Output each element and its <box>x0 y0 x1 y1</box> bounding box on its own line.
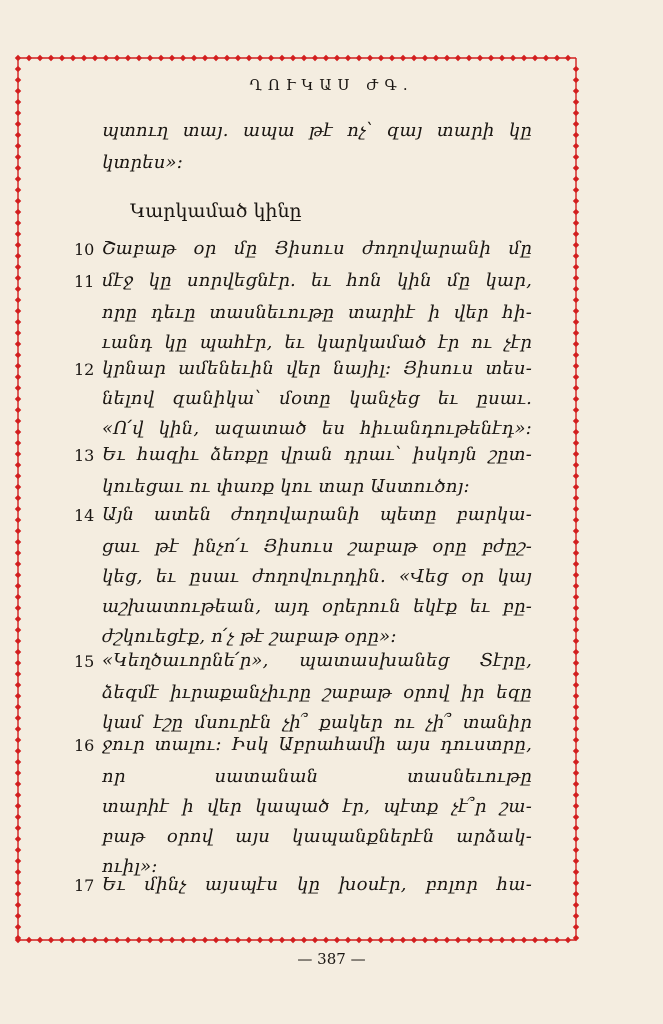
verse-line: կամ էշը մսուրէն չի՞ քակեր ու չի՞ տանիր <box>102 712 532 733</box>
verse-line: կեց, եւ ըսաւ ժողովուրդին. «Վեց օր կայ <box>102 566 532 587</box>
verse-number: 14 <box>74 506 95 525</box>
intro-line: պտուղ տայ. ապա թէ ոչ՝ զայ տարի կը <box>102 120 532 141</box>
verse-line: նելով զանիկա՝ մօտը կանչեց եւ ըսաւ. <box>102 388 532 409</box>
verse-line: կրնար ամենեւին վեր նայիլ։ Յիսուս տես- <box>102 358 532 379</box>
verse-line: Այն ատեն ժողովարանի պետը բարկա- <box>102 504 532 525</box>
verse-line: ժշկուեցէք, ո՛չ թէ շաբաթ օրը»։ <box>102 626 397 647</box>
verse-line: տարիէ ի վեր կապած էր, պէտք չէ՞ր շա- <box>102 796 532 817</box>
verse-line: աշխատութեան, այդ օրերուն եկէք եւ բը- <box>102 596 532 617</box>
page-number: — 387 — <box>297 950 366 968</box>
verse-number: 15 <box>74 652 95 671</box>
verse-number: 13 <box>74 446 95 465</box>
verse-line: Եւ մինչ այսպէս կը խօսէր, բոլոր հա- <box>102 874 532 895</box>
section-title: Կարկամած կինը <box>130 200 302 222</box>
verse-line: ցաւ թէ ինչո՛ւ Յիսուս շաբաթ օրը բժըշ- <box>102 536 532 557</box>
verse-number: 17 <box>74 876 95 895</box>
verse-line: բաթ օրով այս կապանքներէն արձակ- <box>102 826 532 847</box>
verse-line: որը դեւը տասնեւութը տարիէ ի վեր հի- <box>102 302 532 323</box>
verse-line: «Ո՛վ կին, ազատած ես հիւանդութենէդ»։ <box>102 418 532 439</box>
page-header: ՂՈՒԿԱՍ ԺԳ. <box>249 76 414 94</box>
verse-number: 10 <box>74 240 95 259</box>
verse-number: 12 <box>74 360 95 379</box>
verse-line: կուեցաւ ու փառք կու տար Աստուծոյ։ <box>102 476 470 497</box>
verse-line: «Կեղծաւորնե՛ր», պատասխանեց Տէրը, <box>102 650 532 671</box>
verse-number: 11 <box>74 272 95 291</box>
verse-line: ձեզմէ իւրաքանչիւրը շաբաթ օրով իր եզը <box>102 682 532 703</box>
verse-number: 16 <box>74 736 95 755</box>
intro-line: կտրես»։ <box>102 152 184 173</box>
verse-line: ուիլ»։ <box>102 856 158 877</box>
verse-line: մէջ կը սորվեցնէր. եւ հոն կին մը կար, <box>102 270 532 291</box>
verse-line: Շաբաթ օր մը Յիսուս ժողովարանի մը <box>102 238 532 259</box>
verse-line: որ սատանան տասնեւութը <box>102 766 532 787</box>
verse-line: ւանդ կը պահէր, եւ կարկամած էր ու չէր <box>102 332 532 353</box>
verse-line: ջուր տալու։ Իսկ Աբրահամի այս դուստրը, <box>102 734 532 755</box>
verse-line: Եւ հազիւ ձեռքը վրան դրաւ՝ իսկոյն շըտ- <box>102 444 532 465</box>
